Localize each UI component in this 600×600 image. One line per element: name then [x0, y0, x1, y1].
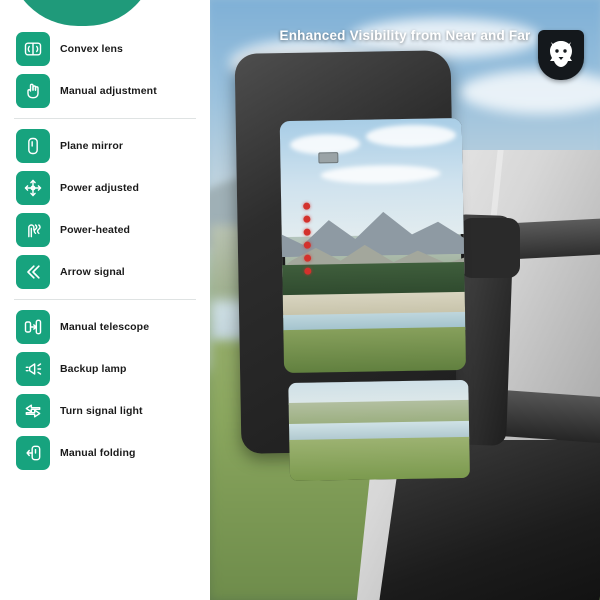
- feature-label: Power adjusted: [60, 181, 140, 194]
- feature-item-manual-folding: [0, 432, 210, 474]
- led-dot: [303, 216, 310, 223]
- feature-divider: [14, 118, 196, 119]
- led-turn-signal-strip: [299, 203, 316, 283]
- feature-label: Manual adjustment: [60, 84, 157, 97]
- feature-item-arrow-signal: [0, 251, 210, 293]
- feature-item-power-adjusted: [0, 167, 210, 209]
- feature-item-manual-telescope: [0, 306, 210, 348]
- mirror-housing: [235, 50, 458, 454]
- product-photo: [210, 0, 600, 600]
- double-chevron-left-icon: [16, 255, 50, 289]
- led-dot: [304, 242, 311, 249]
- plane-mirror-icon: [16, 129, 50, 163]
- turn-signal-arrows-icon: [16, 394, 50, 428]
- feature-group-2: [0, 125, 210, 293]
- feature-group-1: [0, 6, 210, 112]
- feature-label: Manual folding: [60, 446, 136, 459]
- led-dot: [304, 229, 311, 236]
- feature-item-turn-signal-light: [0, 390, 210, 432]
- convex-reflected-field: [289, 437, 470, 481]
- mirror-mount-bracket: [460, 218, 520, 278]
- four-way-arrows-icon: [16, 171, 50, 205]
- feature-label: Manual telescope: [60, 320, 150, 333]
- feature-label: Plane mirror: [60, 139, 124, 152]
- feature-item-plane-mirror: [0, 125, 210, 167]
- feature-list-panel: [0, 0, 210, 600]
- feature-label: Convex lens: [60, 42, 123, 55]
- backup-lamp-icon: [16, 352, 50, 386]
- feature-group-3: [0, 306, 210, 474]
- feature-label: Power-heated: [60, 223, 131, 236]
- folding-mirror-icon: [16, 436, 50, 470]
- headline-text: Enhanced Visibility from Near and Far: [279, 28, 531, 43]
- feature-item-convex-lens: [0, 28, 210, 70]
- convex-lens-icon: [16, 32, 50, 66]
- feature-label: Backup lamp: [60, 362, 127, 375]
- telescope-extend-icon: [16, 310, 50, 344]
- brand-badge: [538, 30, 584, 80]
- feature-item-power-heated: [0, 209, 210, 251]
- feature-divider: [14, 299, 196, 300]
- hand-pointer-icon: [16, 74, 50, 108]
- led-dot: [303, 203, 310, 210]
- led-dot: [304, 255, 311, 262]
- feature-label: Turn signal light: [60, 404, 143, 417]
- lion-head-logo-icon: [546, 39, 576, 71]
- heat-waves-icon: [16, 213, 50, 247]
- reflected-grass: [283, 327, 466, 373]
- feature-label: Arrow signal: [60, 265, 125, 278]
- mirror-sensor-module: [318, 152, 338, 163]
- feature-item-backup-lamp: [0, 348, 210, 390]
- feature-item-manual-adjustment: [0, 70, 210, 112]
- convex-mirror-glass: [288, 380, 470, 481]
- led-dot: [304, 268, 311, 275]
